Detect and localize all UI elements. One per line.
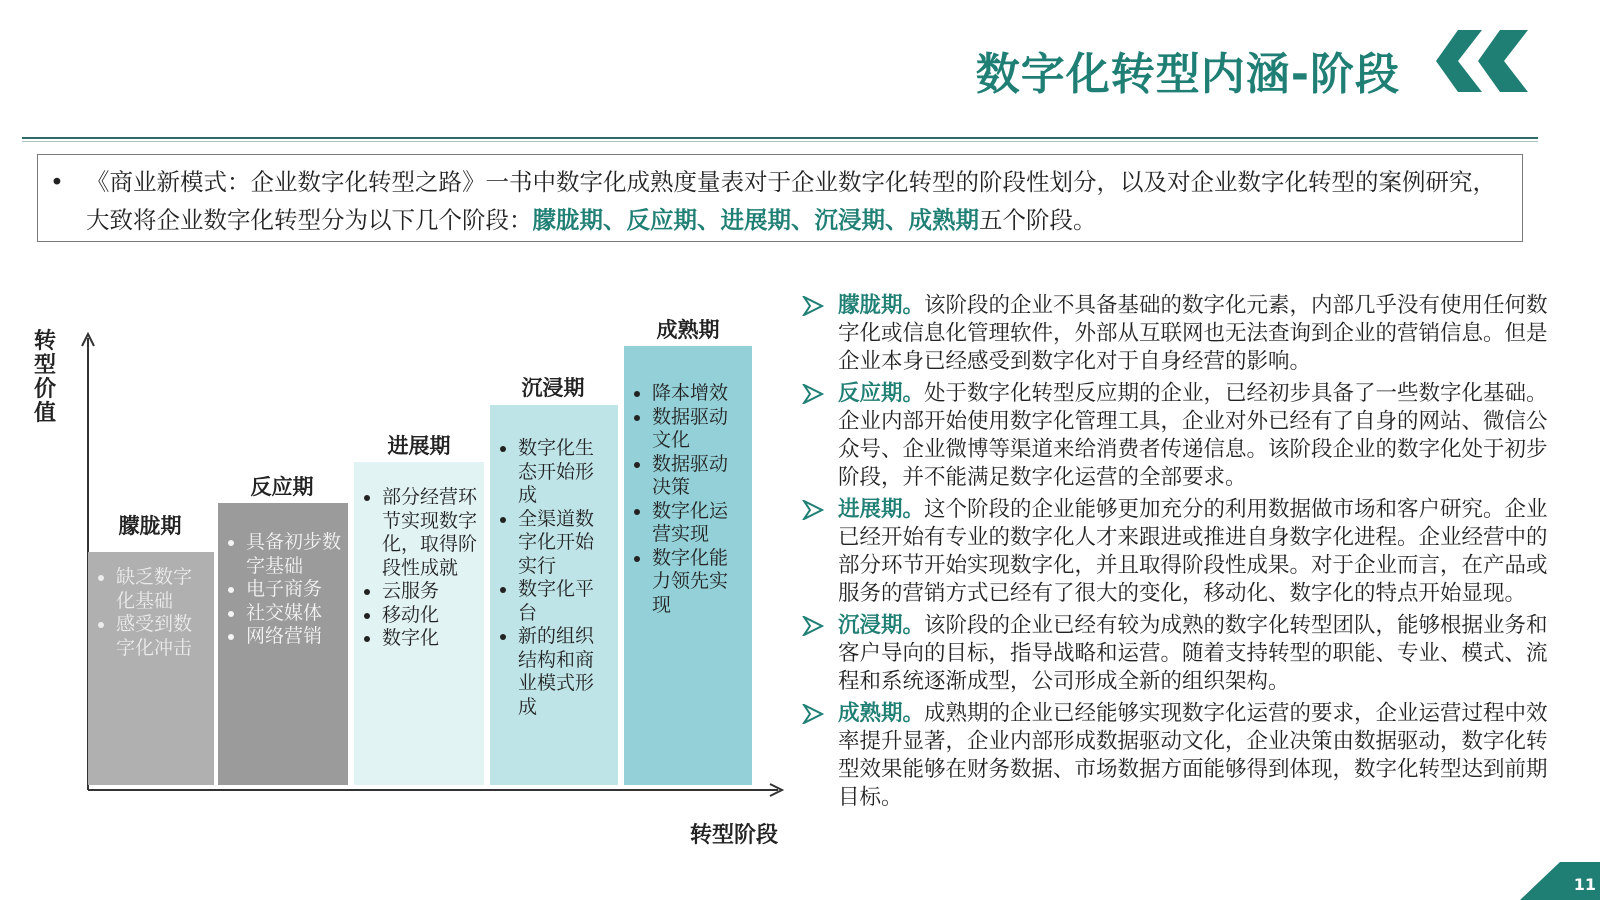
intro-highlight: 朦胧期、反应期、进展期、沉浸期、成熟期: [532, 206, 979, 234]
title-divider-thin: [22, 141, 1538, 142]
intro-text: 《商业新模式：企业数字化转型之路》一书中数字化成熟度量表对于企业数字化转型的阶段性划分，以及对企业数字化转型的案例研究，大致将企业数字化转型分为以下几个阶段：: [86, 168, 1496, 234]
page-number: 11: [1573, 875, 1596, 894]
arrow-right-icon: [802, 616, 824, 636]
description-item: [800, 612, 1552, 696]
stage-4-item: • 数字化平台: [518, 578, 612, 625]
arrow-right-icon: [802, 704, 824, 724]
stage-5-item: • 数据驱动文化: [652, 406, 746, 453]
x-axis-label: 转型阶段: [690, 823, 779, 848]
description-item: [800, 380, 1552, 492]
page-title: 数字化转型内涵-阶段: [975, 49, 1400, 100]
stage-label-3: 进展期: [387, 434, 451, 458]
description-term: 进展期。: [838, 497, 925, 522]
stage-4-item: • 数字化生态开始形成: [518, 437, 612, 508]
stage-bar-4: [490, 405, 618, 785]
description-term: 沉浸期。: [838, 613, 925, 638]
description-text: 该阶段的企业已经有较为成熟的数字化转型团队，能够根据业务和客户导向的目标，指导战略和运营。随着支持转型的职能、专业、模式、流程和系统逐渐成型，公司形成全新的组织架构。: [838, 613, 1548, 694]
stage-bar-2: [218, 503, 348, 785]
stage-3-item: • 云服务: [382, 580, 478, 604]
description-text: 该阶段的企业不具备基础的数字化元素，内部几乎没有使用任何数字化或信息化管理软件，外部从互联网也无法查询到企业的营销信息。但是企业本身已经感受到数字化对于自身经营的影响。: [838, 293, 1548, 374]
stage-label-1: 朦胧期: [118, 514, 182, 538]
description-term: 朦胧期。: [838, 293, 925, 318]
stage-1-item: • 缺乏数字化基础: [116, 566, 208, 613]
stage-4-item: • 新的组织结构和商业模式形成: [518, 625, 612, 719]
stage-3-item: • 数字化: [382, 627, 478, 651]
y-axis-label: 转型价值: [34, 329, 57, 426]
stage-3-item: • 部分经营环节实现数字化，取得阶段性成就: [382, 486, 478, 580]
description-item: [800, 496, 1552, 608]
description-text: 成熟期的企业已经能够实现数字化运营的要求，企业运营过程中效率提升显著，企业内部形成数据驱动文化，企业决策由数据驱动，数字化转型效果能够在财务数据、市场数据方面能够得到体现，数字化转型达到前期目标。: [838, 701, 1548, 810]
stage-2-item: • 网络营销: [246, 625, 342, 649]
stage-bar-3: [354, 462, 484, 785]
stage-1-item: • 感受到数字化冲击: [116, 613, 208, 660]
stage-5-item: • 数字化运营实现: [652, 500, 746, 547]
stage-label-2: 反应期: [250, 475, 314, 499]
description-term: 反应期。: [838, 381, 925, 406]
stage-2-item: • 电子商务: [246, 578, 342, 602]
intro-box: [37, 154, 1523, 242]
stage-bar-5: [624, 346, 752, 785]
title-divider: [22, 137, 1538, 139]
double-chevron-left-icon: [1436, 30, 1546, 92]
stage-descriptions: [800, 292, 1552, 816]
stage-5-item: • 降本增效: [652, 382, 746, 406]
stage-label-5: 成熟期: [656, 318, 720, 342]
bullet-dot-icon: •: [50, 168, 64, 196]
stage-label-4: 沉浸期: [521, 376, 585, 400]
stage-4-item: • 全渠道数字化开始实行: [518, 508, 612, 579]
intro-text-end: 五个阶段。: [979, 206, 1097, 234]
description-item: [800, 700, 1552, 812]
stage-2-item: • 具备初步数字基础: [246, 531, 342, 578]
stage-5-item: • 数字化能力领先实现: [652, 547, 746, 618]
stage-5-item: • 数据驱动决策: [652, 453, 746, 500]
description-item: [800, 292, 1552, 376]
description-text: 处于数字化转型反应期的企业，已经初步具备了一些数字化基础。企业内部开始使用数字化管理工具，企业对外已经有了自身的网站、微信公众号、企业微博等渠道来给消费者传递信息。该阶段企业的数字化处于初步阶段，并不能满足数字化运营的全部要求。: [838, 381, 1548, 490]
arrow-right-icon: [802, 384, 824, 404]
arrow-right-icon: [802, 296, 824, 316]
stage-3-item: • 移动化: [382, 604, 478, 628]
stage-bar-1: [88, 552, 214, 785]
description-text: 这个阶段的企业能够更加充分的利用数据做市场和客户研究。企业已经开始有专业的数字化人才来跟进或推进自身数字化进程。企业经营中的部分环节开始实现数字化，并且取得阶段性成果。对于企业而言，在产品或服务的营销方式已经有了很大的变化，移动化、数字化的特点开始显现。: [838, 497, 1548, 606]
stage-2-item: • 社交媒体: [246, 602, 342, 626]
arrow-right-icon: [802, 500, 824, 520]
stage-chart: [30, 300, 790, 860]
description-term: 成熟期。: [838, 701, 925, 726]
